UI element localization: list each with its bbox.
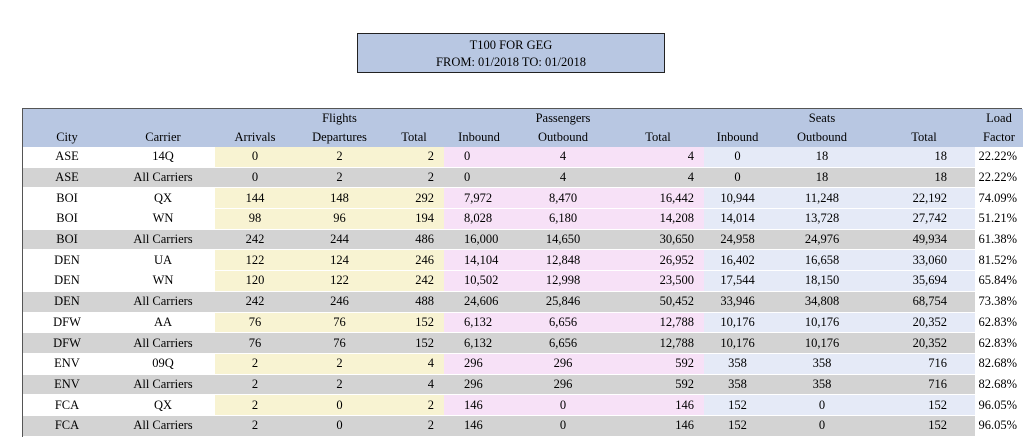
cell-passengers-total: 12,788	[612, 312, 704, 333]
cell-carrier: All Carriers	[111, 291, 215, 312]
cell-passengers-outbound: 14,650	[514, 229, 612, 250]
cell-passengers-total: 592	[612, 353, 704, 374]
table-body	[23, 147, 1023, 436]
cell-carrier: QX	[111, 395, 215, 416]
cell-city: BOI	[23, 188, 111, 209]
cell-passengers-inbound: 6,132	[444, 312, 514, 333]
cell-flights-total: 2	[384, 147, 444, 167]
cell-arrivals: 0	[215, 167, 295, 188]
cell-carrier: 14Q	[111, 147, 215, 167]
cell-passengers-inbound: 0	[444, 167, 514, 188]
cell-passengers-outbound: 296	[514, 353, 612, 374]
cell-carrier: UA	[111, 250, 215, 271]
cell-passengers-total: 16,442	[612, 188, 704, 209]
table-row	[23, 395, 1023, 416]
column-header-passengers-total: Total	[612, 128, 704, 147]
cell-seats-inbound: 10,176	[704, 312, 771, 333]
table-row	[23, 250, 1023, 271]
cell-city: BOI	[23, 209, 111, 230]
group-header-load: Load	[975, 109, 1023, 128]
cell-passengers-total: 12,788	[612, 333, 704, 354]
cell-load-factor: 22.22%	[975, 167, 1023, 188]
cell-passengers-outbound: 6,656	[514, 333, 612, 354]
group-header-blank	[612, 109, 704, 128]
cell-seats-inbound: 16,402	[704, 250, 771, 271]
cell-seats-total: 18	[873, 167, 975, 188]
column-header-seats-inbound: Inbound	[704, 128, 771, 147]
cell-flights-total: 488	[384, 291, 444, 312]
cell-arrivals: 2	[215, 374, 295, 395]
cell-load-factor: 62.83%	[975, 312, 1023, 333]
column-header-carrier: Carrier	[111, 128, 215, 147]
group-header-blank	[215, 109, 295, 128]
cell-flights-total: 486	[384, 229, 444, 250]
table-row-subtotal	[23, 291, 1023, 312]
cell-seats-total: 152	[873, 415, 975, 436]
cell-flights-total: 2	[384, 167, 444, 188]
cell-passengers-inbound: 296	[444, 353, 514, 374]
cell-carrier: AA	[111, 312, 215, 333]
cell-seats-outbound: 0	[771, 415, 873, 436]
cell-passengers-total: 146	[612, 395, 704, 416]
cell-passengers-outbound: 6,180	[514, 209, 612, 230]
cell-seats-outbound: 34,808	[771, 291, 873, 312]
cell-flights-total: 194	[384, 209, 444, 230]
cell-load-factor: 82.68%	[975, 353, 1023, 374]
cell-passengers-outbound: 4	[514, 147, 612, 167]
cell-passengers-inbound: 7,972	[444, 188, 514, 209]
cell-passengers-total: 4	[612, 167, 704, 188]
cell-passengers-total: 4	[612, 147, 704, 167]
cell-passengers-outbound: 0	[514, 395, 612, 416]
cell-city: DEN	[23, 291, 111, 312]
cell-departures: 2	[295, 147, 384, 167]
cell-passengers-inbound: 16,000	[444, 229, 514, 250]
cell-seats-outbound: 10,176	[771, 333, 873, 354]
column-header-arrivals: Arrivals	[215, 128, 295, 147]
cell-passengers-outbound: 25,846	[514, 291, 612, 312]
cell-passengers-total: 14,208	[612, 209, 704, 230]
column-header-passengers-inbound: Inbound	[444, 128, 514, 147]
cell-load-factor: 74.09%	[975, 188, 1023, 209]
cell-seats-outbound: 0	[771, 395, 873, 416]
t100-table	[23, 109, 1023, 437]
cell-passengers-outbound: 12,998	[514, 271, 612, 292]
table-row-subtotal	[23, 333, 1023, 354]
cell-carrier: QX	[111, 188, 215, 209]
cell-arrivals: 242	[215, 291, 295, 312]
cell-seats-total: 716	[873, 374, 975, 395]
cell-city: DFW	[23, 312, 111, 333]
cell-departures: 124	[295, 250, 384, 271]
cell-seats-inbound: 17,544	[704, 271, 771, 292]
cell-carrier: All Carriers	[111, 415, 215, 436]
cell-seats-total: 20,352	[873, 312, 975, 333]
cell-seats-outbound: 358	[771, 374, 873, 395]
cell-passengers-inbound: 8,028	[444, 209, 514, 230]
cell-seats-inbound: 10,176	[704, 333, 771, 354]
cell-load-factor: 82.68%	[975, 374, 1023, 395]
cell-city: DEN	[23, 271, 111, 292]
group-header-passengers: Passengers	[514, 109, 612, 128]
cell-flights-total: 246	[384, 250, 444, 271]
cell-passengers-inbound: 0	[444, 147, 514, 167]
cell-departures: 244	[295, 229, 384, 250]
cell-passengers-total: 23,500	[612, 271, 704, 292]
cell-departures: 76	[295, 312, 384, 333]
cell-departures: 96	[295, 209, 384, 230]
cell-departures: 148	[295, 188, 384, 209]
cell-seats-inbound: 358	[704, 374, 771, 395]
cell-arrivals: 2	[215, 395, 295, 416]
cell-seats-outbound: 11,248	[771, 188, 873, 209]
cell-seats-inbound: 0	[704, 167, 771, 188]
cell-departures: 0	[295, 395, 384, 416]
cell-seats-total: 35,694	[873, 271, 975, 292]
cell-flights-total: 152	[384, 333, 444, 354]
cell-arrivals: 2	[215, 353, 295, 374]
group-header-row	[23, 109, 1023, 128]
group-header-blank	[23, 109, 111, 128]
group-header-blank	[873, 109, 975, 128]
table-row-subtotal	[23, 167, 1023, 188]
cell-flights-total: 292	[384, 188, 444, 209]
cell-passengers-inbound: 146	[444, 415, 514, 436]
cell-seats-inbound: 33,946	[704, 291, 771, 312]
cell-flights-total: 2	[384, 395, 444, 416]
cell-seats-inbound: 10,944	[704, 188, 771, 209]
cell-load-factor: 62.83%	[975, 333, 1023, 354]
cell-passengers-inbound: 146	[444, 395, 514, 416]
report-date-range: FROM: 01/2018 TO: 01/2018	[436, 55, 586, 69]
cell-seats-total: 33,060	[873, 250, 975, 271]
cell-passengers-total: 50,452	[612, 291, 704, 312]
cell-carrier: 09Q	[111, 353, 215, 374]
cell-seats-total: 716	[873, 353, 975, 374]
table-row-subtotal	[23, 415, 1023, 436]
cell-city: BOI	[23, 229, 111, 250]
cell-carrier: All Carriers	[111, 333, 215, 354]
cell-seats-inbound: 152	[704, 415, 771, 436]
cell-arrivals: 120	[215, 271, 295, 292]
group-header-blank	[384, 109, 444, 128]
cell-seats-total: 49,934	[873, 229, 975, 250]
cell-departures: 2	[295, 167, 384, 188]
cell-seats-outbound: 24,976	[771, 229, 873, 250]
cell-departures: 2	[295, 353, 384, 374]
column-header-city: City	[23, 128, 111, 147]
column-header-passengers-outbound: Outbound	[514, 128, 612, 147]
cell-load-factor: 22.22%	[975, 147, 1023, 167]
cell-departures: 246	[295, 291, 384, 312]
cell-arrivals: 242	[215, 229, 295, 250]
cell-load-factor: 73.38%	[975, 291, 1023, 312]
column-header-load-factor: Factor	[975, 128, 1023, 147]
cell-arrivals: 76	[215, 312, 295, 333]
cell-seats-outbound: 18	[771, 167, 873, 188]
cell-seats-inbound: 24,958	[704, 229, 771, 250]
cell-seats-total: 18	[873, 147, 975, 167]
cell-city: DFW	[23, 333, 111, 354]
cell-flights-total: 4	[384, 374, 444, 395]
cell-city: ENV	[23, 353, 111, 374]
table-row	[23, 188, 1023, 209]
cell-city: ASE	[23, 147, 111, 167]
cell-passengers-total: 146	[612, 415, 704, 436]
cell-carrier: All Carriers	[111, 229, 215, 250]
cell-passengers-total: 26,952	[612, 250, 704, 271]
cell-departures: 122	[295, 271, 384, 292]
cell-passengers-outbound: 6,656	[514, 312, 612, 333]
column-header-flights-total: Total	[384, 128, 444, 147]
table-row	[23, 353, 1023, 374]
cell-passengers-outbound: 296	[514, 374, 612, 395]
cell-arrivals: 76	[215, 333, 295, 354]
cell-seats-outbound: 358	[771, 353, 873, 374]
cell-city: ASE	[23, 167, 111, 188]
cell-arrivals: 122	[215, 250, 295, 271]
cell-city: FCA	[23, 415, 111, 436]
cell-departures: 76	[295, 333, 384, 354]
cell-passengers-outbound: 4	[514, 167, 612, 188]
cell-seats-total: 20,352	[873, 333, 975, 354]
cell-city: FCA	[23, 395, 111, 416]
cell-seats-inbound: 14,014	[704, 209, 771, 230]
cell-seats-inbound: 0	[704, 147, 771, 167]
cell-flights-total: 152	[384, 312, 444, 333]
cell-passengers-outbound: 0	[514, 415, 612, 436]
cell-flights-total: 4	[384, 353, 444, 374]
table-row	[23, 147, 1023, 167]
cell-load-factor: 96.05%	[975, 395, 1023, 416]
group-header-blank	[704, 109, 771, 128]
cell-flights-total: 2	[384, 415, 444, 436]
cell-seats-total: 27,742	[873, 209, 975, 230]
table-row	[23, 209, 1023, 230]
column-header-seats-total: Total	[873, 128, 975, 147]
cell-city: ENV	[23, 374, 111, 395]
group-header-blank	[111, 109, 215, 128]
cell-passengers-inbound: 296	[444, 374, 514, 395]
cell-seats-inbound: 152	[704, 395, 771, 416]
report-title-box	[357, 33, 665, 73]
cell-load-factor: 65.84%	[975, 271, 1023, 292]
cell-load-factor: 81.52%	[975, 250, 1023, 271]
cell-arrivals: 2	[215, 415, 295, 436]
column-header-seats-outbound: Outbound	[771, 128, 873, 147]
cell-seats-inbound: 358	[704, 353, 771, 374]
cell-seats-outbound: 10,176	[771, 312, 873, 333]
cell-arrivals: 144	[215, 188, 295, 209]
cell-passengers-inbound: 24,606	[444, 291, 514, 312]
cell-load-factor: 61.38%	[975, 229, 1023, 250]
cell-arrivals: 98	[215, 209, 295, 230]
group-header-flights: Flights	[295, 109, 384, 128]
table-row	[23, 312, 1023, 333]
report-title: T100 FOR GEG	[469, 38, 553, 52]
column-header-departures: Departures	[295, 128, 384, 147]
t100-table-container	[22, 108, 1022, 437]
cell-passengers-inbound: 6,132	[444, 333, 514, 354]
cell-passengers-outbound: 12,848	[514, 250, 612, 271]
cell-passengers-total: 592	[612, 374, 704, 395]
group-header-blank	[444, 109, 514, 128]
cell-seats-outbound: 16,658	[771, 250, 873, 271]
cell-seats-total: 22,192	[873, 188, 975, 209]
cell-load-factor: 51.21%	[975, 209, 1023, 230]
cell-seats-total: 68,754	[873, 291, 975, 312]
cell-seats-outbound: 18,150	[771, 271, 873, 292]
table-row-subtotal	[23, 229, 1023, 250]
table-row	[23, 271, 1023, 292]
cell-departures: 0	[295, 415, 384, 436]
cell-passengers-inbound: 10,502	[444, 271, 514, 292]
cell-departures: 2	[295, 374, 384, 395]
cell-carrier: WN	[111, 209, 215, 230]
cell-carrier: All Carriers	[111, 167, 215, 188]
column-header-row	[23, 128, 1023, 147]
group-header-seats: Seats	[771, 109, 873, 128]
cell-passengers-outbound: 8,470	[514, 188, 612, 209]
cell-carrier: All Carriers	[111, 374, 215, 395]
cell-city: DEN	[23, 250, 111, 271]
cell-passengers-inbound: 14,104	[444, 250, 514, 271]
cell-seats-outbound: 13,728	[771, 209, 873, 230]
cell-seats-outbound: 18	[771, 147, 873, 167]
cell-passengers-total: 30,650	[612, 229, 704, 250]
cell-load-factor: 96.05%	[975, 415, 1023, 436]
cell-seats-total: 152	[873, 395, 975, 416]
cell-carrier: WN	[111, 271, 215, 292]
table-row-subtotal	[23, 374, 1023, 395]
cell-arrivals: 0	[215, 147, 295, 167]
cell-flights-total: 242	[384, 271, 444, 292]
